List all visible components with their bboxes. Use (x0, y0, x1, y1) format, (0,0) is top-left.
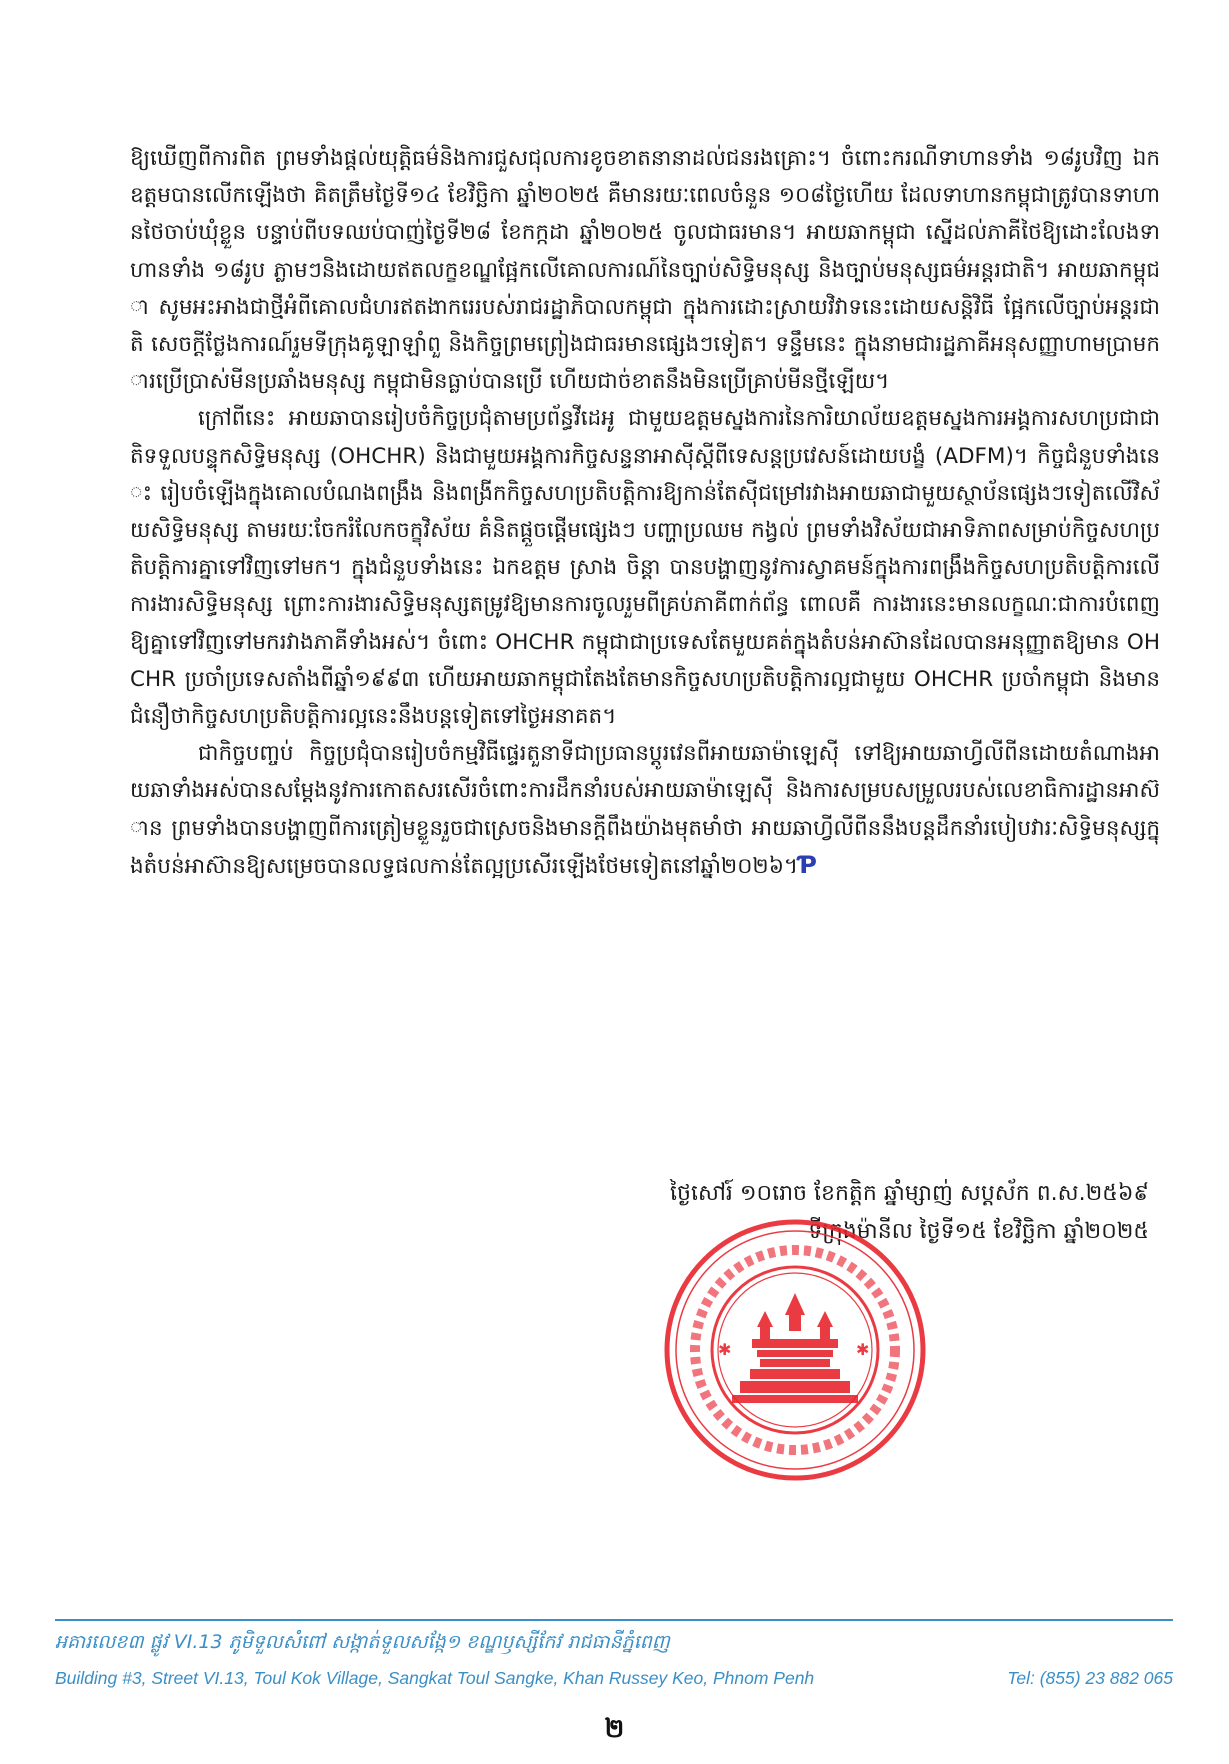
paragraph-3-text: ជាកិច្ចបញ្ចប់ កិច្ចប្រជុំបានរៀបចំកម្មវិធីផ្ទេរតួនាទីជាប្រធានប្ដូរវេនពីអាយឆាម៉ាឡេស៊ី ទៅឱ្យអាយឆាហ្វីលីពីនដោយតំណាងអាយឆាទាំងអស់បានសម្ដែងនូវការកោតសរសើរចំពោះការដឹកនាំរបស់អាយឆាម៉ាឡេស៊ី និងការសម្របសម្រួលរបស់លេខាធិការដ្ឋានអាស៊ាន ព្រមទាំងបានបង្ហាញពីការត្រៀមខ្លួនរួចជាស្រេចនិងមានក្ដីពឹងយ៉ាងមុតមាំថា អាយឆាហ្វីលីពីននឹងបន្តដឹកនាំរបៀបវារៈសិទ្ធិមនុស្សក្នុងតំបន់អាស៊ានឱ្យសម្រេចបានលទ្ធផលកាន់តែល្អប្រសើរឡើងថែមទៀតនៅឆ្នាំ២០២៦។ (130, 741, 1160, 879)
page-number: ២ (604, 1714, 625, 1744)
handwritten-initial: Ƥ (798, 850, 817, 879)
paragraph-1 (130, 140, 1160, 400)
seal-stamp-icon (660, 1215, 930, 1485)
paragraph-2 (130, 400, 1160, 735)
footer-telephone: Tel: (855) 23 882 065 (1007, 1668, 1173, 1688)
svg-text:✱: ✱ (718, 1340, 732, 1359)
letter-body (130, 140, 1160, 885)
solar-date: ទីក្រុងម៉ានីល ថ្ងៃទី១៥ ខែវិច្ឆិកា ឆ្នាំ២០២៥ (808, 1219, 1149, 1244)
paragraph-2-text: ក្រៅពីនេះ អាយឆាបានរៀបចំកិច្ចប្រជុំតាមប្រព័ន្ធវីដេអូ ជាមួយឧត្តមស្នងការនៃការិយាល័យឧត្តមស្នងការអង្គការសហប្រជាជាតិទទួលបន្ទុកសិទ្ធិមនុស្ស (OHCHR) និងជាមួយអង្គការកិច្ចសន្ទនាអាស៊ីស្តីពីទេសន្តប្រវេសន៍ដោយបង្ខំ (ADFM)។ កិច្ចជំនួបទាំងនេះ រៀបចំឡើងក្នុងគោលបំណងពង្រឹង និងពង្រីកកិច្ចសហប្រតិបត្តិការឱ្យកាន់តែស៊ីជម្រៅរវាងអាយឆាជាមួយស្ថាប័នផ្សេងៗទៀតលើវិស័យសិទ្ធិមនុស្ស តាមរយៈចែករំលែកចក្ខុវិស័យ គំនិតផ្ដួចផ្ដើមផ្សេងៗ បញ្ហាប្រឈម កង្វល់ ព្រមទាំងវិស័យជាអាទិភាពសម្រាប់កិច្ចសហប្រតិបត្តិការគ្នាទៅវិញទៅមក។ ក្នុងជំនួបទាំងនេះ ឯកឧត្តម ស្រាង ចិន្តា បានបង្ហាញនូវការស្វាគមន៍ក្នុងការពង្រឹងកិច្ចសហប្រតិបត្តិការលើការងារសិទ្ធិមនុស្ស ព្រោះការងារសិទ្ធិមនុស្សតម្រូវឱ្យមានការចូលរួមពីគ្រប់ភាគីពាក់ព័ន្ធ ពោលគឺ ការងារនេះមានលក្ខណៈជាការបំពេញឱ្យគ្នាទៅវិញទៅមករវាងភាគីទាំងអស់។ ចំពោះ OHCHR កម្ពុជាជាប្រទេសតែមួយគត់ក្នុងតំបន់អាស៊ានដែលបានអនុញ្ញាតឱ្យមាន OHCHR ប្រចាំប្រទេសតាំងពីឆ្នាំ១៩៩៣ ហើយអាយឆាកម្ពុជាតែងតែមានកិច្ចសហប្រតិបត្តិការល្អជាមួយ OHCHR ប្រចាំកម្ពុជា និងមានជំនឿថាកិច្ចសហប្រតិបត្តិការល្អនេះនឹងបន្តទៀតទៅថ្ងៃអនាគត។ (130, 406, 1160, 730)
footer-khmer-address: អគារលេខ៣ ផ្លូវ VI.13 ភូមិទួលសំពៅ សង្កាត់ទួលសង្កែ១ ខណ្ឌឫស្សីកែវ រាជធានីភ្នំពេញ (55, 1631, 670, 1653)
footer-english-address: Building #3, Street VI.13, Toul Kok Village, Sangkat Toul Sangke, Khan Russey Keo, Phnom Penh (55, 1668, 815, 1688)
official-seal (660, 1215, 930, 1485)
svg-text:✱: ✱ (856, 1340, 870, 1359)
paragraph-1-text: ឱ្យឃើញពីការពិត ព្រមទាំងផ្ដល់យុត្តិធម៌និងការជួសជុលការខូចខាតនានាដល់ជនរងគ្រោះ។ ចំពោះករណីទាហានទាំង ១៨រូបវិញ ឯកឧត្តមបានលើកឡើងថា គិតត្រឹមថ្ងៃទី១៤ ខែវិច្ឆិកា ឆ្នាំ២០២៥ គឺមានរយៈពេលចំនួន ១០៨ថ្ងៃហើយ ដែលទាហានកម្ពុជាត្រូវបានទាហានថៃចាប់ឃុំខ្លួន បន្ទាប់ពីបទឈប់បាញ់ថ្ងៃទី២៨ ខែកក្កដា ឆ្នាំ២០២៥ ចូលជាធរមាន។ អាយឆាកម្ពុជា ស្នើដល់ភាគីថៃឱ្យដោះលែងទាហានទាំង ១៨រូប ភ្លាមៗនិងដោយឥតលក្ខខណ្ឌផ្អែកលើគោលការណ៍នៃច្បាប់សិទ្ធិមនុស្ស និងច្បាប់មនុស្សធម៌អន្តរជាតិ។ អាយឆាកម្ពុជា សូមអះអាងជាថ្មីអំពីគោលជំហរឥតងាករេរបស់រាជរដ្ឋាភិបាលកម្ពុជា ក្នុងការដោះស្រាយវិវាទនេះដោយសន្តិវិធី ផ្អែកលើច្បាប់អន្តរជាតិ សេចក្ដីថ្លែងការណ៍រួមទីក្រុងគូឡាឡាំពួ និងកិច្ចព្រមព្រៀងជាធរមានផ្សេងៗទៀត។ ទន្ទឹមនេះ ក្នុងនាមជារដ្ឋភាគីអនុសញ្ញាហាមប្រាមការប្រើប្រាស់មីនប្រឆាំងមនុស្ស កម្ពុជាមិនធ្លាប់បានប្រើ ហើយជាច់ខាតនឹងមិនប្រើគ្រាប់មីនថ្មីឡើយ។ (130, 146, 1160, 395)
lunar-date: ថ្ងៃសៅរ៍ ១០រោច ខែកត្តិក ឆ្នាំម្សាញ់ សប្តស័ក ព.ស.២៥៦៩ (670, 1181, 1149, 1206)
paragraph-3 (130, 735, 1160, 885)
footer-divider (55, 1619, 1173, 1621)
